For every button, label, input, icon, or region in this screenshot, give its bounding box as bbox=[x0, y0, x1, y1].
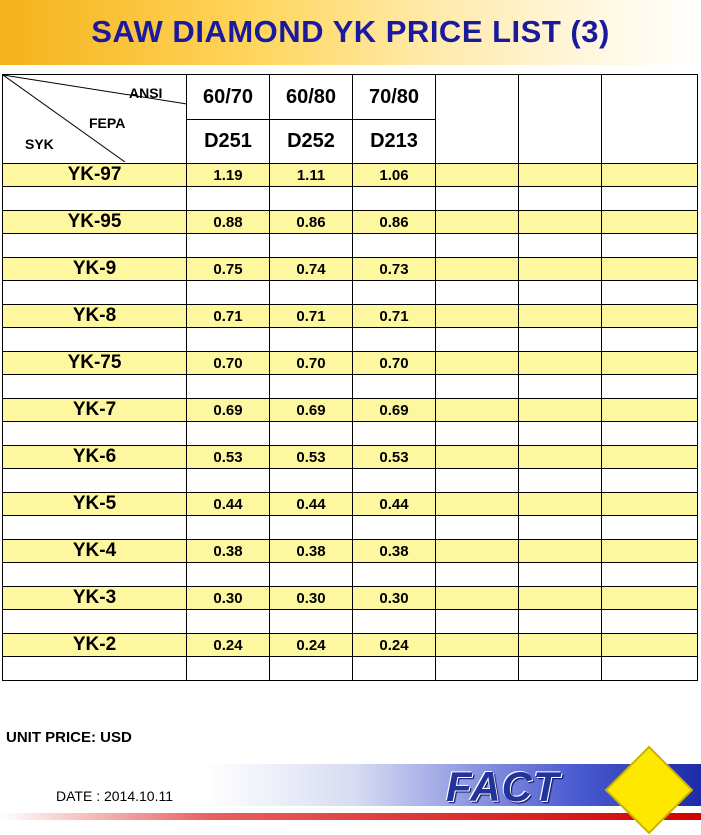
ansi-size-header: 60/70 bbox=[187, 75, 270, 120]
empty-cell bbox=[519, 211, 602, 234]
empty-cell bbox=[602, 164, 698, 187]
empty-cell bbox=[519, 587, 602, 610]
empty-cell bbox=[3, 375, 187, 399]
empty-cell bbox=[3, 563, 187, 587]
empty-cell bbox=[602, 281, 698, 305]
grade-cell: YK-95 bbox=[3, 211, 187, 234]
fepa-size-header: D252 bbox=[270, 120, 353, 164]
empty-cell bbox=[436, 328, 519, 352]
empty-cell bbox=[3, 422, 187, 446]
empty-cell bbox=[3, 516, 187, 540]
empty-cell bbox=[270, 422, 353, 446]
empty-cell bbox=[519, 563, 602, 587]
empty-cell bbox=[436, 211, 519, 234]
empty-cell bbox=[187, 516, 270, 540]
ansi-size-header: 60/80 bbox=[270, 75, 353, 120]
empty-cell bbox=[187, 610, 270, 634]
empty-cell bbox=[602, 446, 698, 469]
empty-cell bbox=[187, 563, 270, 587]
grade-cell: YK-97 bbox=[3, 164, 187, 187]
empty-cell bbox=[602, 305, 698, 328]
grade-cell: YK-4 bbox=[3, 540, 187, 563]
empty-cell bbox=[519, 610, 602, 634]
empty-cell bbox=[519, 328, 602, 352]
empty-cell bbox=[519, 469, 602, 493]
price-cell: 0.53 bbox=[270, 446, 353, 469]
empty-cell bbox=[519, 516, 602, 540]
empty-cell bbox=[187, 281, 270, 305]
price-cell: 0.70 bbox=[353, 352, 436, 375]
empty-cell bbox=[270, 328, 353, 352]
table-row bbox=[3, 493, 698, 516]
empty-cell bbox=[187, 657, 270, 681]
empty-cell bbox=[436, 399, 519, 422]
empty-cell bbox=[519, 281, 602, 305]
empty-cell bbox=[436, 540, 519, 563]
ansi-label: ANSI bbox=[129, 85, 163, 101]
empty-cell bbox=[187, 469, 270, 493]
price-cell: 0.38 bbox=[353, 540, 436, 563]
empty-cell bbox=[602, 634, 698, 657]
empty-cell bbox=[519, 634, 602, 657]
empty-cell bbox=[3, 234, 187, 258]
grade-cell: YK-8 bbox=[3, 305, 187, 328]
price-cell: 0.69 bbox=[353, 399, 436, 422]
empty-cell bbox=[270, 375, 353, 399]
empty-cell bbox=[602, 610, 698, 634]
table-row bbox=[3, 399, 698, 422]
empty-cell bbox=[353, 516, 436, 540]
price-cell: 0.38 bbox=[270, 540, 353, 563]
empty-cell bbox=[353, 422, 436, 446]
fepa-size-header: D251 bbox=[187, 120, 270, 164]
empty-cell bbox=[270, 234, 353, 258]
empty-cell bbox=[353, 375, 436, 399]
empty-cell bbox=[3, 187, 187, 211]
empty-cell bbox=[602, 211, 698, 234]
price-cell: 0.38 bbox=[187, 540, 270, 563]
empty-cell bbox=[519, 446, 602, 469]
empty-cell bbox=[353, 281, 436, 305]
empty-cell bbox=[602, 563, 698, 587]
empty-cell bbox=[270, 657, 353, 681]
empty-cell bbox=[270, 281, 353, 305]
empty-cell bbox=[187, 234, 270, 258]
empty-cell bbox=[436, 587, 519, 610]
empty-cell bbox=[519, 164, 602, 187]
empty-cell bbox=[270, 469, 353, 493]
empty-header-cell bbox=[519, 75, 602, 164]
price-cell: 1.19 bbox=[187, 164, 270, 187]
empty-cell bbox=[436, 234, 519, 258]
empty-cell bbox=[270, 187, 353, 211]
table-row bbox=[3, 446, 698, 469]
price-cell: 0.44 bbox=[353, 493, 436, 516]
empty-cell bbox=[436, 422, 519, 446]
spacer-row bbox=[3, 469, 698, 493]
spacer-row bbox=[3, 234, 698, 258]
empty-cell bbox=[353, 657, 436, 681]
empty-cell bbox=[436, 563, 519, 587]
empty-cell bbox=[436, 305, 519, 328]
price-cell: 0.70 bbox=[187, 352, 270, 375]
empty-cell bbox=[602, 469, 698, 493]
table-row bbox=[3, 587, 698, 610]
empty-cell bbox=[436, 258, 519, 281]
empty-cell bbox=[519, 187, 602, 211]
table-row bbox=[3, 164, 698, 187]
empty-cell bbox=[519, 234, 602, 258]
empty-cell bbox=[187, 422, 270, 446]
price-cell: 0.53 bbox=[353, 446, 436, 469]
date-label: DATE : 2014.10.11 bbox=[56, 788, 173, 804]
price-cell: 0.24 bbox=[187, 634, 270, 657]
spacer-row bbox=[3, 328, 698, 352]
empty-cell bbox=[3, 610, 187, 634]
table-row bbox=[3, 634, 698, 657]
empty-cell bbox=[602, 375, 698, 399]
table-row bbox=[3, 352, 698, 375]
empty-cell bbox=[519, 352, 602, 375]
table-row bbox=[3, 540, 698, 563]
price-cell: 0.44 bbox=[187, 493, 270, 516]
price-cell: 0.86 bbox=[353, 211, 436, 234]
grade-cell: YK-5 bbox=[3, 493, 187, 516]
empty-header-cell bbox=[436, 75, 519, 164]
price-cell: 0.30 bbox=[270, 587, 353, 610]
spacer-row bbox=[3, 516, 698, 540]
empty-cell bbox=[270, 516, 353, 540]
corner-header-cell bbox=[3, 75, 187, 164]
fact-logo: FACT bbox=[446, 763, 560, 810]
price-cell: 0.69 bbox=[187, 399, 270, 422]
price-cell: 0.71 bbox=[353, 305, 436, 328]
unit-price-note: UNIT PRICE: USD bbox=[6, 729, 132, 746]
fepa-size-header: D213 bbox=[353, 120, 436, 164]
empty-cell bbox=[436, 281, 519, 305]
empty-cell bbox=[436, 634, 519, 657]
price-cell: 0.74 bbox=[270, 258, 353, 281]
price-cell: 0.70 bbox=[270, 352, 353, 375]
empty-cell bbox=[519, 657, 602, 681]
empty-cell bbox=[519, 399, 602, 422]
footer-red-line bbox=[0, 813, 701, 820]
empty-cell bbox=[519, 258, 602, 281]
empty-cell bbox=[602, 516, 698, 540]
grade-cell: YK-6 bbox=[3, 446, 187, 469]
empty-cell bbox=[3, 281, 187, 305]
grade-cell: YK-2 bbox=[3, 634, 187, 657]
price-cell: 0.53 bbox=[187, 446, 270, 469]
empty-cell bbox=[353, 234, 436, 258]
diamond-logo-icon bbox=[604, 745, 694, 835]
ansi-size-header: 70/80 bbox=[353, 75, 436, 120]
price-cell: 0.30 bbox=[187, 587, 270, 610]
empty-cell bbox=[270, 610, 353, 634]
empty-cell bbox=[187, 187, 270, 211]
spacer-row bbox=[3, 657, 698, 681]
empty-cell bbox=[602, 493, 698, 516]
price-cell: 0.30 bbox=[353, 587, 436, 610]
price-cell: 0.44 bbox=[270, 493, 353, 516]
empty-cell bbox=[519, 375, 602, 399]
empty-cell bbox=[353, 187, 436, 211]
price-cell: 0.24 bbox=[270, 634, 353, 657]
empty-cell bbox=[436, 352, 519, 375]
spacer-row bbox=[3, 563, 698, 587]
grade-cell: YK-3 bbox=[3, 587, 187, 610]
empty-cell bbox=[602, 587, 698, 610]
spacer-row bbox=[3, 422, 698, 446]
empty-cell bbox=[602, 258, 698, 281]
table-row bbox=[3, 258, 698, 281]
header-row-ansi bbox=[3, 75, 698, 120]
empty-cell bbox=[187, 328, 270, 352]
empty-cell bbox=[436, 493, 519, 516]
empty-cell bbox=[519, 493, 602, 516]
price-cell: 0.24 bbox=[353, 634, 436, 657]
empty-cell bbox=[602, 540, 698, 563]
table-row bbox=[3, 305, 698, 328]
empty-cell bbox=[602, 657, 698, 681]
empty-cell bbox=[3, 328, 187, 352]
empty-header-cell bbox=[602, 75, 698, 164]
empty-cell bbox=[353, 610, 436, 634]
empty-cell bbox=[602, 187, 698, 211]
empty-cell bbox=[519, 305, 602, 328]
empty-cell bbox=[436, 469, 519, 493]
empty-cell bbox=[519, 540, 602, 563]
empty-cell bbox=[353, 563, 436, 587]
price-cell: 0.71 bbox=[187, 305, 270, 328]
empty-cell bbox=[436, 610, 519, 634]
price-cell: 0.86 bbox=[270, 211, 353, 234]
empty-cell bbox=[602, 422, 698, 446]
empty-cell bbox=[436, 516, 519, 540]
syk-label: SYK bbox=[25, 136, 54, 152]
empty-cell bbox=[519, 422, 602, 446]
spacer-row bbox=[3, 375, 698, 399]
spacer-row bbox=[3, 281, 698, 305]
empty-cell bbox=[436, 446, 519, 469]
price-cell: 1.06 bbox=[353, 164, 436, 187]
empty-cell bbox=[436, 657, 519, 681]
empty-cell bbox=[436, 375, 519, 399]
grade-cell: YK-75 bbox=[3, 352, 187, 375]
empty-cell bbox=[270, 563, 353, 587]
empty-cell bbox=[602, 328, 698, 352]
spacer-row bbox=[3, 187, 698, 211]
price-cell: 1.11 bbox=[270, 164, 353, 187]
price-cell: 0.71 bbox=[270, 305, 353, 328]
table-row bbox=[3, 211, 698, 234]
spacer-row bbox=[3, 610, 698, 634]
empty-cell bbox=[602, 234, 698, 258]
page-title: SAW DIAMOND YK PRICE LIST (3) bbox=[91, 14, 610, 49]
empty-cell bbox=[3, 657, 187, 681]
empty-cell bbox=[602, 399, 698, 422]
empty-cell bbox=[187, 375, 270, 399]
empty-cell bbox=[353, 328, 436, 352]
empty-cell bbox=[436, 164, 519, 187]
price-table bbox=[2, 74, 698, 681]
empty-cell bbox=[602, 352, 698, 375]
price-cell: 0.75 bbox=[187, 258, 270, 281]
empty-cell bbox=[3, 469, 187, 493]
empty-cell bbox=[436, 187, 519, 211]
price-cell: 0.88 bbox=[187, 211, 270, 234]
grade-cell: YK-7 bbox=[3, 399, 187, 422]
grade-cell: YK-9 bbox=[3, 258, 187, 281]
empty-cell bbox=[353, 469, 436, 493]
price-cell: 0.73 bbox=[353, 258, 436, 281]
price-cell: 0.69 bbox=[270, 399, 353, 422]
fepa-label: FEPA bbox=[89, 115, 126, 131]
